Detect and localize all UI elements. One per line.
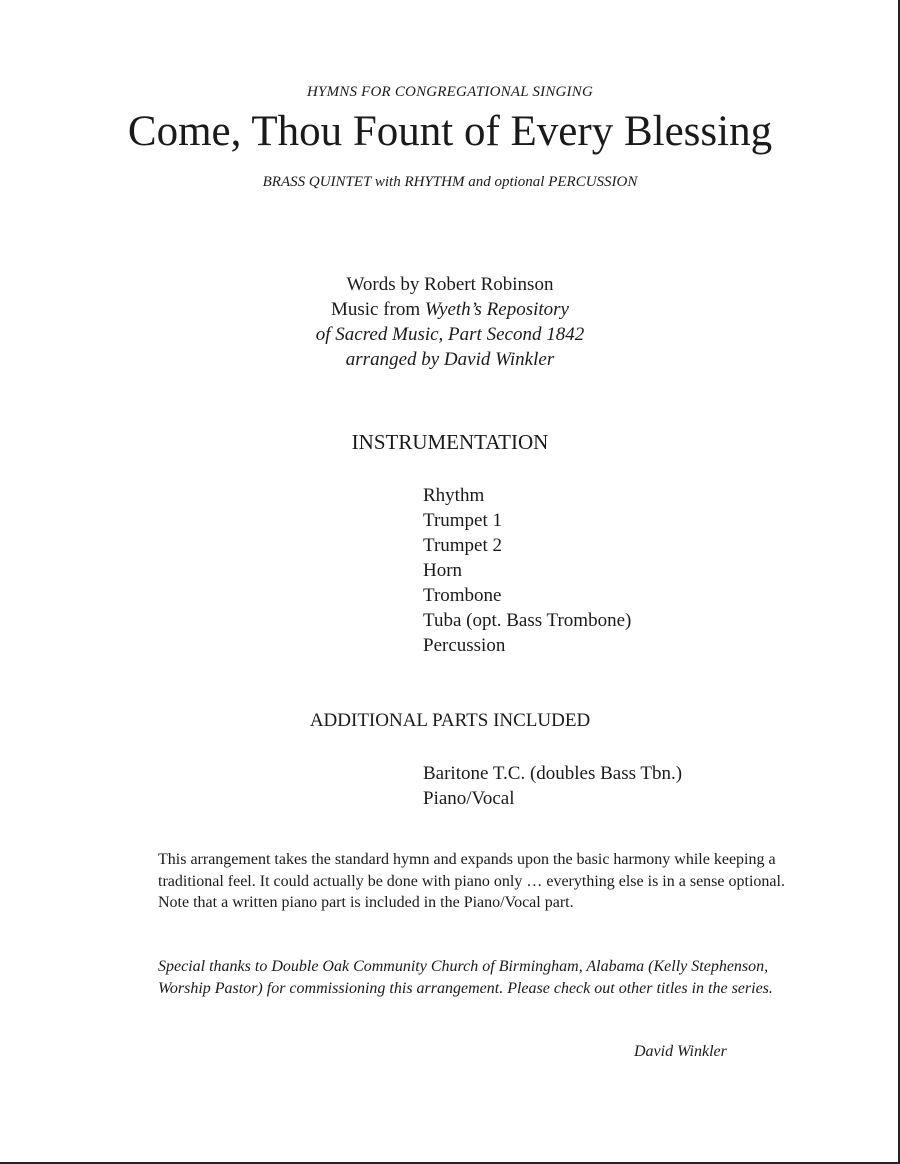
- arrangement-note: This arrangement takes the standard hymn and expands upon the basic harmony while keeping a traditional feel. It could actually be done with piano only … everything else is in a sense optional. Note that a written piano part is included in the Piano/Vocal part.: [158, 851, 785, 911]
- list-item: Rhythm: [423, 485, 485, 506]
- list-item: Tuba (opt. Bass Trombone): [423, 610, 632, 631]
- music-source-line2: of Sacred Music, Part Second 1842: [315, 324, 585, 345]
- words-credit: Words by Robert Robinson: [346, 274, 554, 295]
- credits-block: [0, 272, 900, 372]
- list-item: Horn: [423, 560, 463, 581]
- list-item: Trombone: [423, 585, 502, 606]
- music-credit: [0, 297, 900, 322]
- series-label: HYMNS FOR CONGREGATIONAL SINGING: [307, 84, 593, 100]
- list-item: Percussion: [423, 635, 506, 656]
- page-title: Come, Thou Fount of Every Blessing: [127, 108, 773, 155]
- list-item: Trumpet 1: [423, 510, 503, 531]
- list-item: Baritone T.C. (doubles Bass Tbn.): [423, 763, 683, 784]
- list-item: Piano/Vocal: [423, 788, 515, 809]
- thanks-note: Special thanks to Double Oak Community Church of Birmingham, Alabama (Kelly Stephenson, Worship Pastor) for commissioning this arrangement. Please check out other titles in the series.: [158, 958, 773, 997]
- arranger-credit: arranged by David Winkler: [345, 349, 555, 370]
- list-item: Trumpet 2: [423, 535, 503, 556]
- additional-parts-heading: ADDITIONAL PARTS INCLUDED: [309, 710, 591, 731]
- instrumentation-heading: INSTRUMENTATION: [351, 430, 549, 454]
- signature: David Winkler: [634, 1043, 727, 1060]
- additional-parts-list: [423, 761, 682, 811]
- music-prefix: Music from: [330, 299, 425, 320]
- instrumentation-list: [423, 483, 631, 658]
- ensemble-subtitle: BRASS QUINTET with RHYTHM and optional PERCUSSION: [262, 174, 638, 190]
- music-source-line1: Wyeth’s Repository: [424, 299, 569, 320]
